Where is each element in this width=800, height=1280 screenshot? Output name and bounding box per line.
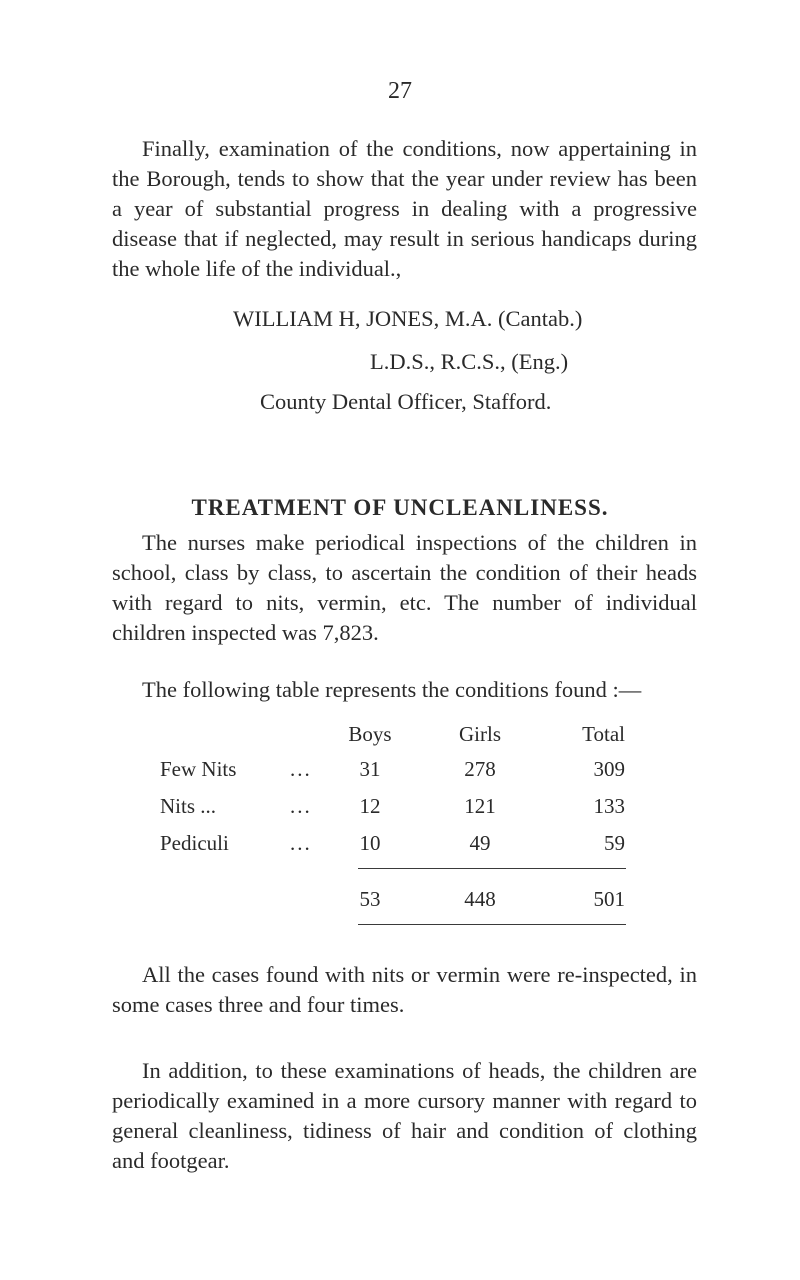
inspection-paragraph [112,528,697,648]
total-boys: 53 [359,887,381,911]
row-girls: 121 [464,794,496,818]
section-heading: TREATMENT OF UNCLEANLINESS. [191,495,609,520]
cursory-paragraph-text: In addition, to these examinations of heads, the children are periodically examined in a more cursory manner with regard to general cleanliness, tidiness of hair and condition of clothing and footgear. [112,1058,697,1173]
signature-qualifications: L.D.S., R.C.S., (Eng.) [370,349,569,374]
header-total: Total [582,722,625,746]
table-intro: The following table represents the conditions found :— [142,677,642,702]
total-girls: 448 [464,887,496,911]
row-leader-dots: ... [290,794,312,818]
row-boys: 31 [359,757,381,781]
header-girls: Girls [459,722,501,746]
row-label: Few Nits [160,757,237,781]
row-total: 309 [593,757,625,781]
row-total: 59 [604,831,625,855]
page-number: 27 [388,78,412,104]
inspection-paragraph-text: The nurses make periodical inspections of the children in school, class by class, to ascertain the condition of their heads with regard to nits, vermin, etc. The number of individual children inspected was 7,823. [112,530,697,645]
row-label: Pediculi [160,831,229,855]
row-boys: 10 [359,831,381,855]
subtotal-rule [358,868,626,869]
header-boys: Boys [348,722,392,746]
row-leader-dots: ... [290,831,312,855]
reinspection-paragraph [112,960,697,1020]
cursory-paragraph [112,1056,697,1176]
row-boys: 12 [359,794,381,818]
signature-name: WILLIAM H, JONES, M.A. (Cantab.) [233,306,583,331]
closing-paragraph-text: Finally, examination of the conditions, now appertaining in the Borough, tends to show that the year under review has been a year of substantial progress in dealing with a progressive disease that if neglected, may result in serious handicaps during the whole life of the individual., [112,136,697,281]
reinspection-paragraph-text: All the cases found with nits or vermin were re-inspected, in some cases three and four times. [112,962,697,1017]
total-total: 501 [593,887,625,911]
row-label: Nits ... [160,794,217,818]
totals-rule [358,924,626,925]
row-girls: 278 [464,757,496,781]
signature-title: County Dental Officer, Stafford. [260,389,552,414]
row-girls: 49 [469,831,491,855]
closing-paragraph [112,134,697,284]
row-leader-dots: ... [290,757,312,781]
row-total: 133 [593,794,625,818]
